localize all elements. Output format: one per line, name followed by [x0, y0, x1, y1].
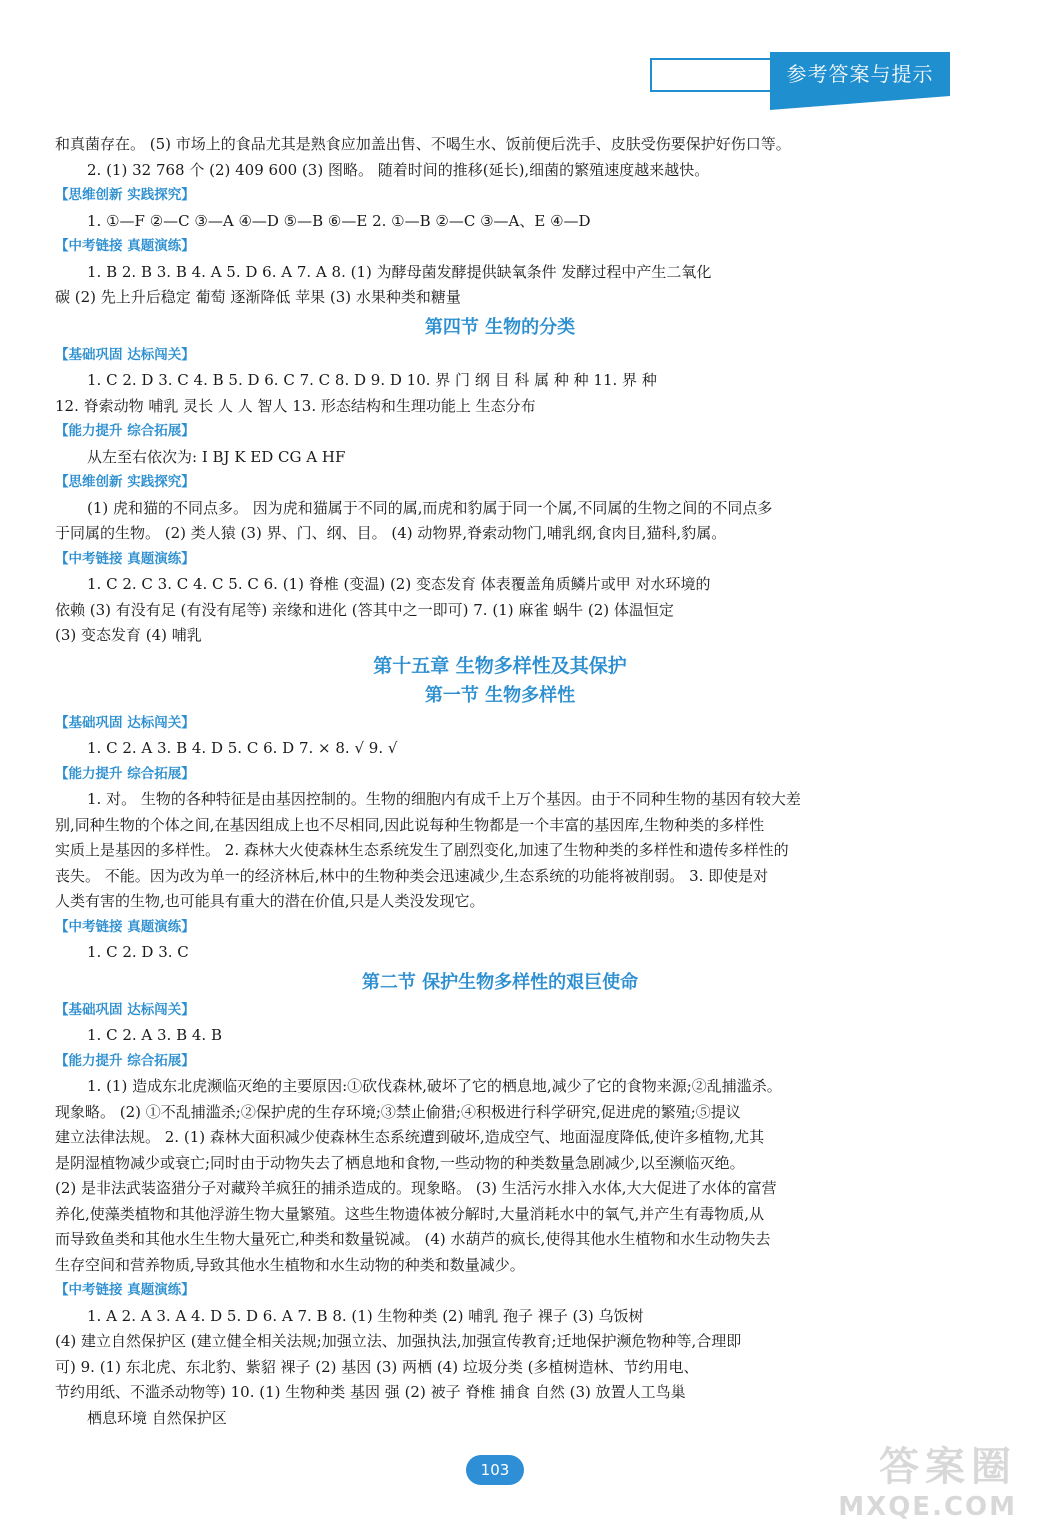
text-line: 可) 9. (1) 东北虎、东北豹、紫貂 裸子 (2) 基因 (3) 两栖 (4) 垃圾分类 (多植树造林、节约用电、 [55, 1357, 699, 1376]
page-header [650, 52, 955, 112]
section-heading: 第一节 生物多样性 [424, 684, 576, 706]
section-tag: 【思维创新 实践探究】 [55, 474, 195, 490]
section-tag: 【中考链接 真题演练】 [55, 550, 195, 567]
text-line: 丧失。 不能。因为改为单一的经济林后,林中的生物种类会迅速减少,生态系统的功能将被削弱。 3. 即使是对 [55, 866, 769, 885]
text-line: 现象略。 (2) ①不乱捕滥杀;②保护虎的生存环境;③禁止偷猎;④积极进行科学研究,促进虎的繁殖;⑤提议 [55, 1102, 741, 1121]
text-line: 碳 (2) 先上升后稳定 葡萄 逐渐降低 苹果 (3) 水果种类和糖量 [55, 288, 461, 306]
text-line: 2. (1) 32 768 个 (2) 409 600 (3) 图略。 随着时间的推移(延长),细菌的繁殖速度越来越快。 [87, 160, 710, 179]
watermark-url: MXQE.COM [838, 1492, 1017, 1522]
text-line: 别,同种生物的个体之间,在基因组成上也不尽相同,因此说每种生物都是一个丰富的基因库,生物种类的多样性 [55, 815, 765, 834]
text-line: (4) 建立自然保护区 (建立健全相关法规;加强立法、加强执法,加强宣传教育;迁地保护濒危物种等,合理即 [55, 1332, 742, 1350]
text-line: 栖息环境 自然保护区 [87, 1408, 227, 1427]
answer-content [55, 132, 945, 1431]
text-line: (1) 虎和猫的不同点多。 因为虎和猫属于不同的属,而虎和豹属于同一个属,不同属的生物之间的不同点多 [87, 498, 773, 517]
text-line: 和真菌存在。 (5) 市场上的食品尤其是熟食应加盖出售、不喝生水、饭前便后洗手、皮肤受伤要保护好伤口等。 [55, 135, 791, 153]
page-number: 103 [466, 1455, 524, 1485]
text-line: 节约用纸、不滥杀动物等) 10. (1) 生物种类 基因 强 (2) 被子 脊椎 捕食 自然 (3) 放置人工鸟巢 [55, 1383, 686, 1401]
section-tag: 【能力提升 综合拓展】 [55, 423, 195, 439]
text-line: 1. C 2. D 3. C 4. B 5. D 6. C 7. C 8. D 9. D 10. 界 门 纲 目 科 属 种 种 11. 界 种 [87, 371, 657, 389]
text-line: 依赖 (3) 有没有足 (有没有尾等) 亲缘和进化 (答其中之一即可) 7. (1) 麻雀 蜗牛 (2) 体温恒定 [55, 600, 674, 619]
section-tag: 【中考链接 真题演练】 [55, 238, 195, 254]
chapter-heading: 第十五章 生物多样性及其保护 [373, 654, 627, 677]
watermark-logo [838, 1435, 1017, 1522]
section-tag: 【基础巩固 达标闯关】 [55, 1001, 195, 1018]
section-tag: 【思维创新 实践探究】 [55, 187, 195, 203]
header-blank-box [650, 58, 772, 92]
text-line: 1. C 2. D 3. C [87, 943, 189, 961]
text-line: 人类有害的生物,也可能具有重大的潜在价值,只是人类没发现它。 [55, 892, 485, 910]
text-line: 实质上是基因的多样性。 2. 森林大火使森林生态系统发生了剧烈变化,加速了生物种类的多样性和遗传多样性的 [55, 841, 789, 859]
text-line: 1. C 2. A 3. B 4. B [87, 1026, 222, 1044]
text-line: 1. 对。 生物的各种特征是由基因控制的。生物的细胞内有成千上万个基因。由于不同种生物的基因有较大差 [87, 790, 801, 808]
text-line: 1. B 2. B 3. B 4. A 5. D 6. A 7. A 8. (1) 为酵母菌发酵提供缺氧条件 发酵过程中产生二氧化 [87, 262, 712, 281]
section-tag: 【中考链接 真题演练】 [55, 1282, 195, 1298]
text-line: 12. 脊索动物 哺乳 灵长 人 人 智人 13. 形态结构和生理功能上 生态分布 [55, 396, 536, 415]
header-ribbon-tail [770, 96, 950, 110]
text-line: (3) 变态发育 (4) 哺乳 [55, 626, 202, 644]
text-line: 从左至右依次为: I BJ K ED CG A HF [87, 447, 346, 466]
watermark-text: 答案圈 [879, 1444, 1017, 1490]
text-line: 1. ①—F ②—C ③—A ④—D ⑤—B ⑥—E 2. ①—B ②—C ③—A、E ④—D [87, 211, 591, 230]
text-line: 于同属的生物。 (2) 类人猿 (3) 界、门、纲、目。 (4) 动物界,脊索动物门,哺乳纲,食肉目,猫科,豹属。 [55, 524, 727, 542]
section-tag: 【中考链接 真题演练】 [55, 918, 195, 935]
section-tag: 【能力提升 综合拓展】 [55, 1052, 195, 1069]
text-line: (2) 是非法武装盗猎分子对藏羚羊疯狂的捕杀造成的。现象略。 (3) 生活污水排入水体,大大促进了水体的富营 [55, 1179, 777, 1197]
text-line: 是阴湿植物减少或衰亡;同时由于动物失去了栖息地和食物,一些动物的种类数量急剧减少,以至濒临灭绝。 [55, 1153, 745, 1172]
section-heading: 第二节 保护生物多样性的艰巨使命 [361, 971, 639, 993]
section-tag: 【基础巩固 达标闯关】 [55, 714, 195, 731]
section-heading: 第四节 生物的分类 [424, 316, 576, 338]
text-line: 1. A 2. A 3. A 4. D 5. D 6. A 7. B 8. (1) 生物种类 (2) 哺乳 孢子 裸子 (3) 乌饭树 [87, 1306, 644, 1325]
text-line: 生存空间和营养物质,导致其他水生植物和水生动物的种类和数量减少。 [55, 1255, 525, 1274]
section-tag: 【能力提升 综合拓展】 [55, 765, 195, 782]
text-line: 养化,使藻类植物和其他浮游生物大量繁殖。这些生物遗体被分解时,大量消耗水中的氧气,并产生有毒物质,从 [55, 1204, 765, 1223]
section-tag: 【基础巩固 达标闯关】 [55, 346, 195, 363]
text-line: 1. C 2. A 3. B 4. D 5. C 6. D 7. × 8. √ 9. √ [87, 739, 398, 757]
text-line: 而导致鱼类和其他水生生物大量死亡,种类和数量锐减。 (4) 水葫芦的疯长,使得其他水生植物和水生动物失去 [55, 1230, 771, 1248]
text-line: 1. C 2. C 3. C 4. C 5. C 6. (1) 脊椎 (变温) (2) 变态发育 体表覆盖角质鳞片或甲 对水环境的 [87, 575, 711, 593]
header-label: 参考答案与提示 [770, 52, 950, 96]
text-line: 建立法律法规。 2. (1) 森林大面积减少使森林生态系统遭到破坏,造成空气、地面湿度降低,使许多植物,尤其 [55, 1128, 765, 1146]
text-line: 1. (1) 造成东北虎濒临灭绝的主要原因:①砍伐森林,破坏了它的栖息地,减少了它的食物来源;②乱捕滥杀。 [87, 1077, 782, 1095]
